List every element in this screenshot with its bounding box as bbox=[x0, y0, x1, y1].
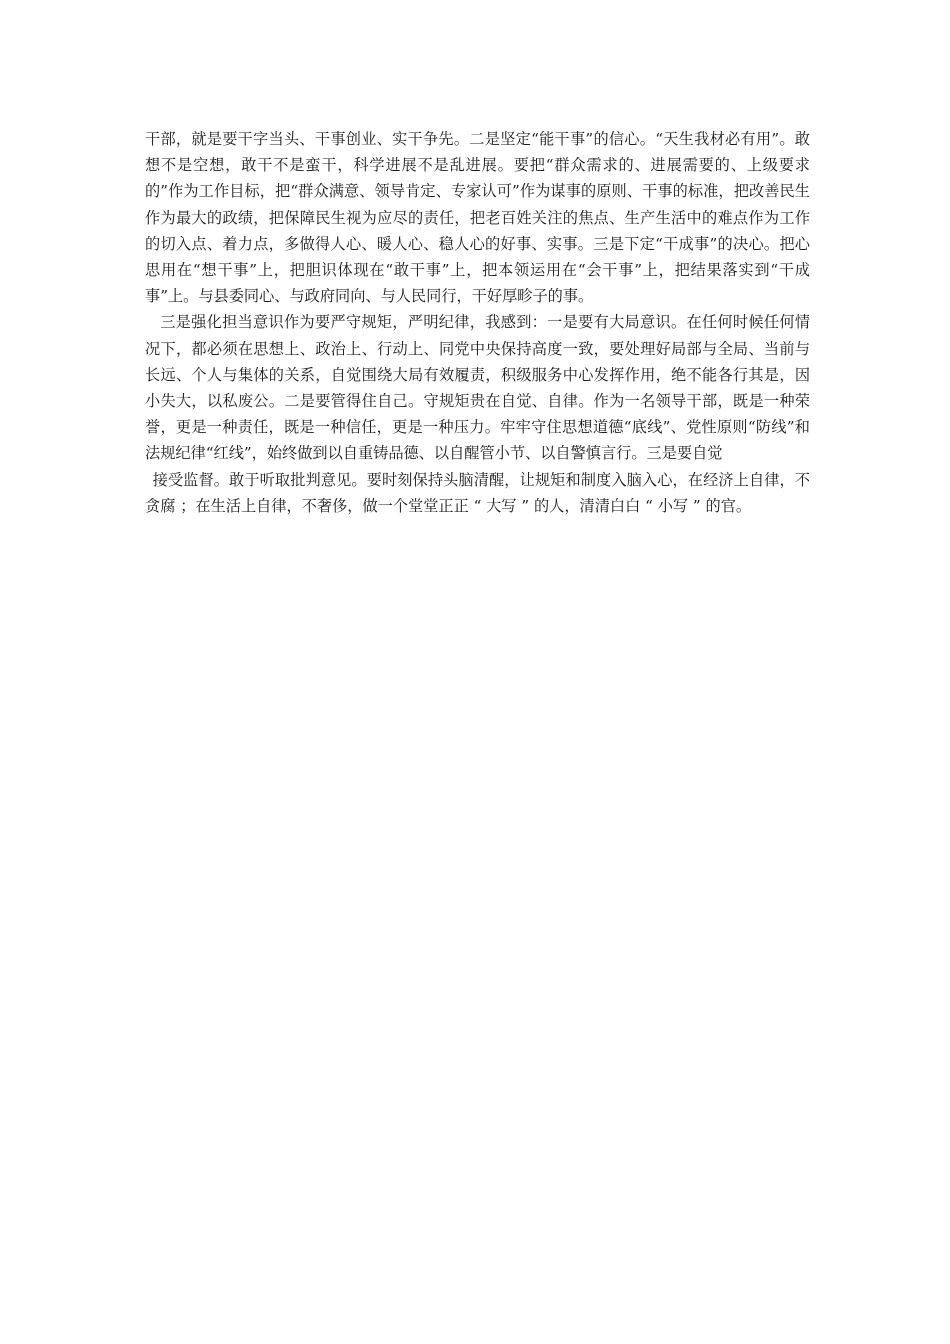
paragraph-1: 干部，就是要干字当头、干事创业、实干争先。二是坚定“能干事”的信心。“天生我材必有用”。敢想不是空想，敢干不是蛮干，科学进展不是乱进展。要把“群众需求的、进展需要的、上级要求的”作为工作目标，把“群众满意、领导肯定、专家认可”作为谋事的原则、干事的标准，把改善民生作为最大的政绩，把保障民生视为应尽的责任，把老百姓关注的焦点、生产生活中的难点作为工作的切入点、着力点，多做得人心、暖人心、稳人心的好事、实事。三是下定“干成事”的决心。把心思用在“想干事”上，把胆识体现在“敢干事”上，把本领运用在“会干事”上，把结果落实到“干成事”上。与县委同心、与政府同向、与人民同行，干好厚畛子的事。 bbox=[145, 130, 810, 306]
paragraph-2: 三是强化担当意识作为要严守规矩，严明纪律，我感到：一是要有大局意识。在任何时候任何情况下，都必须在思想上、政治上、行动上、同党中央保持高度一致，要处理好局部与全局、当前与长远、个人与集体的关系，自觉围绕大局有效履责，积级服务中心发挥作用，绝不能各行其是，因小失大，以私废公。二是要管得住自己。守规矩贵在自觉、自律。作为一名领导干部，既是一种荣誉，更是一种责任，既是一种信任，更是一种压力。牢牢守住思想道德“底线”、党性原则“防线”和法规纪律“红线”，始终做到以自重铸品德、以自醒管小节、以自警慎言行。三是要自觉 bbox=[145, 313, 810, 463]
document-body bbox=[145, 126, 810, 519]
paragraph-3: 接受监督。敢于听取批判意见。要时刻保持头脑清醒，让规矩和制度入脑入心，在经济上自律，不贪腐 ；在生活上自律，不奢侈，做一个堂堂正正 “ 大写 ” 的人，清清白白 “ 小写 ” 的官。 bbox=[145, 470, 810, 515]
